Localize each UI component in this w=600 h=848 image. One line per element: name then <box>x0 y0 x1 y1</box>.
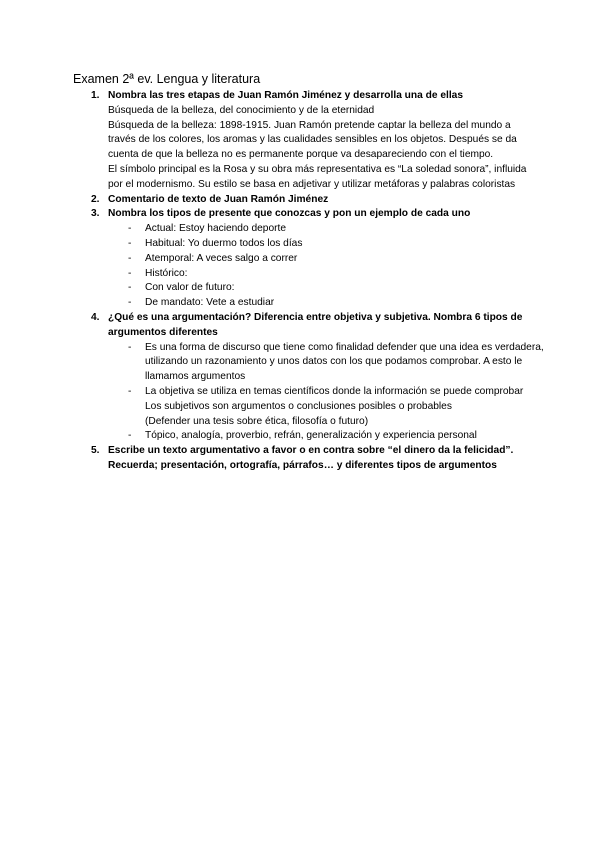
question-title: Escribe un texto argumentativo a favor o en contra sobre “el dinero da la felicidad”. Recuerda; presentación, ortografía, párrafos… y diferentes tipos de argumentos <box>108 445 514 471</box>
question-5 <box>91 444 528 474</box>
question-1 <box>91 89 528 193</box>
question-title: Comentario de texto de Juan Ramón Jiménez <box>108 193 329 205</box>
list-item: - Tópico, analogía, proverbio, refrán, generalización y experiencia personal <box>128 430 477 442</box>
list-item: - Histórico: <box>128 267 188 279</box>
list-item: - Actual: Estoy haciendo deporte <box>128 223 287 235</box>
list-item: - La objetiva se utiliza en temas científicos donde la información se puede comprobar <box>128 385 524 397</box>
question-number: 3. <box>91 208 100 220</box>
list-item: - Habitual: Yo duermo todos los días <box>128 237 303 249</box>
answer-paragraph: Búsqueda de la belleza, del conocimiento y de la eternidad <box>108 104 375 116</box>
list-item-continuation: Los subjetivos son argumentos o conclusiones posibles o probables <box>145 400 452 412</box>
exam-title: Examen 2ª ev. Lengua y literatura <box>73 72 261 86</box>
answer-list <box>108 341 544 400</box>
question-title: Nombra los tipos de presente que conozcas y pon un ejemplo de cada uno <box>108 208 471 220</box>
question-number: 1. <box>91 90 100 101</box>
answer-list <box>108 222 528 311</box>
list-item-continuation: (Defender una tesis sobre ética, filosofía o futuro) <box>145 415 369 427</box>
list-item: - De mandato: Vete a estudiar <box>128 297 275 309</box>
answer-paragraph: Búsqueda de la belleza: 1898-1915. Juan Ramón pretende captar la belleza del mundo a través de los colores, los aromas y las cualidades sensibles en los objetos. Después se da cuenta de que la belleza no es permanente porque va desapareciendo con el tiempo. <box>108 119 517 161</box>
question-number: 4. <box>91 311 100 323</box>
list-item: - Atemporal: A veces salgo a correr <box>128 252 298 264</box>
question-number: 2. <box>91 193 100 205</box>
question-list <box>0 89 600 474</box>
answer-list <box>108 429 528 444</box>
list-item: - Es una forma de discurso que tiene como finalidad defender que una idea es verdadera, utilizando un razonamiento y unos datos con los que podamos comprobar. A esto le llamamos argumentos <box>128 341 544 383</box>
answer-paragraph: El símbolo principal es la Rosa y su obra más representativa es “La soledad sonora”, influida por el modernismo. Su estilo se basa en adjetivar y utilizar metáforas y palabras coloristas <box>108 163 527 190</box>
question-title: Nombra las tres etapas de Juan Ramón Jiménez y desarrolla una de ellas <box>108 90 464 101</box>
question-number: 5. <box>91 445 100 457</box>
question-title: ¿Qué es una argumentación? Diferencia entre objetiva y subjetiva. Nombra 6 tipos de argumentos diferentes <box>108 311 523 338</box>
question-3 <box>91 207 528 311</box>
question-4 <box>91 311 544 444</box>
question-2 <box>91 193 528 208</box>
list-item: - Con valor de futuro: <box>128 282 235 294</box>
